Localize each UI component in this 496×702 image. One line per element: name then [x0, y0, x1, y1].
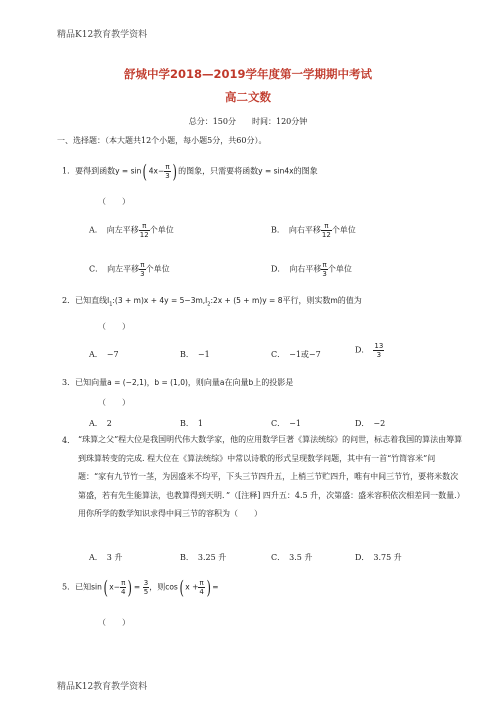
q1-post: 的图象	[293, 166, 318, 176]
q1-frac: $\frac{\pi}{3}$	[165, 163, 170, 180]
q3-option-b: B． 1	[180, 419, 203, 428]
q1-mid: 的图象，只需要将函数	[178, 166, 259, 176]
question-1	[62, 160, 318, 183]
q4-text: “珠算之父”程大位是我国明代伟大数学家，他的应用数学巨著《算法统综》的问世，标志着我国的算法由筹算到珠算转变的完成. 程大位在《算法统综》中常以诗歌的形式呈现数学问题，其中有一首“竹筒容米”问题：“家有九节竹一茎，为因盛米不均平，下头三节四升五，上梢三节贮四升，唯有中间三节竹，要将米数次第盛，若有先生能算法，也教算得到天明．”（[注释] 四升五：4.5 升，次第盛：盛米容积依次相差同一数量.）用你所学的数学知识求得中间三节的容积为（ ）	[78, 435, 463, 518]
q3-answer-paren: （ ）	[98, 398, 130, 407]
q1-prefix: 要得到函数	[75, 166, 116, 176]
q1-number: 1．	[62, 166, 76, 176]
q2-option-c: C． −1或−7	[271, 350, 321, 359]
q1-option-c: C． 向左平移 $\frac{\pi}{3}$ 个单位	[89, 261, 170, 278]
question-5: 5．已知sin(x− $\frac{\pi}{4}$ )= $\frac{3}{5}$ ，则cos(x + $\frac{\pi}{4}$ )=	[62, 576, 219, 599]
q2-option-b: B． −1	[180, 350, 210, 359]
q1-option-b: B． 向右平移 $\frac{\pi}{12}$ 个单位	[271, 222, 356, 239]
q4-number: 4．	[62, 436, 76, 445]
q4-option-c: C． 3.5 升	[271, 553, 313, 562]
q1-answer-paren: （ ）	[98, 197, 130, 206]
q4-option-d: D． 3.75 升	[355, 553, 402, 562]
q1-inner: 4x−	[148, 166, 165, 176]
q1-fn2: y = sin4x	[258, 166, 294, 176]
section-heading: 一、选择题：（本大题共12个小题，每小题5分，共60分）。	[57, 136, 267, 145]
q3-option-c: C． −1	[271, 419, 301, 428]
q2-option-a: A． −7	[89, 350, 119, 359]
question-2: 2．已知直线$l_1:(3 + m)x + 4y$ = $5-3m,l_2:2x + (5 + m)y = 8$平行，则实数m的值为	[62, 296, 362, 308]
q1-fn1: y = sin	[115, 166, 142, 176]
page-header: 精品K12教育教学资料	[57, 30, 148, 40]
q4-option-a: A． 3 升	[89, 553, 123, 562]
q3-option-d: D． −2	[355, 419, 386, 428]
q1-option-d: D． 向右平移 $\frac{\pi}{3}$ 个单位	[271, 261, 352, 278]
q1-rparen: )	[172, 160, 177, 183]
q1-lparen: (	[142, 160, 148, 183]
q2-option-d: D． $\frac{13}{3}$	[355, 342, 384, 359]
exam-subtitle: 高二文数	[225, 90, 271, 104]
q3-option-a: A． 2	[89, 419, 112, 428]
question-3: 3．已知向量a = (−2,1)，b = (1,0)，则向量a在向量b上的投影是	[62, 378, 294, 387]
page-footer: 精品K12教育教学资料	[57, 682, 148, 692]
q5-answer-paren: （ ）	[98, 618, 130, 627]
q2-answer-paren: （ ）	[98, 322, 130, 331]
q1-option-a: A． 向左平移 $\frac{\pi}{12}$ 个单位	[89, 222, 174, 239]
q4-option-b: B． 3.25 升	[180, 553, 227, 562]
exam-title: 舒城中学2018—2019学年度第一学期期中考试	[123, 67, 372, 81]
exam-meta: 总分：150分 时间：120分钟	[188, 117, 308, 126]
